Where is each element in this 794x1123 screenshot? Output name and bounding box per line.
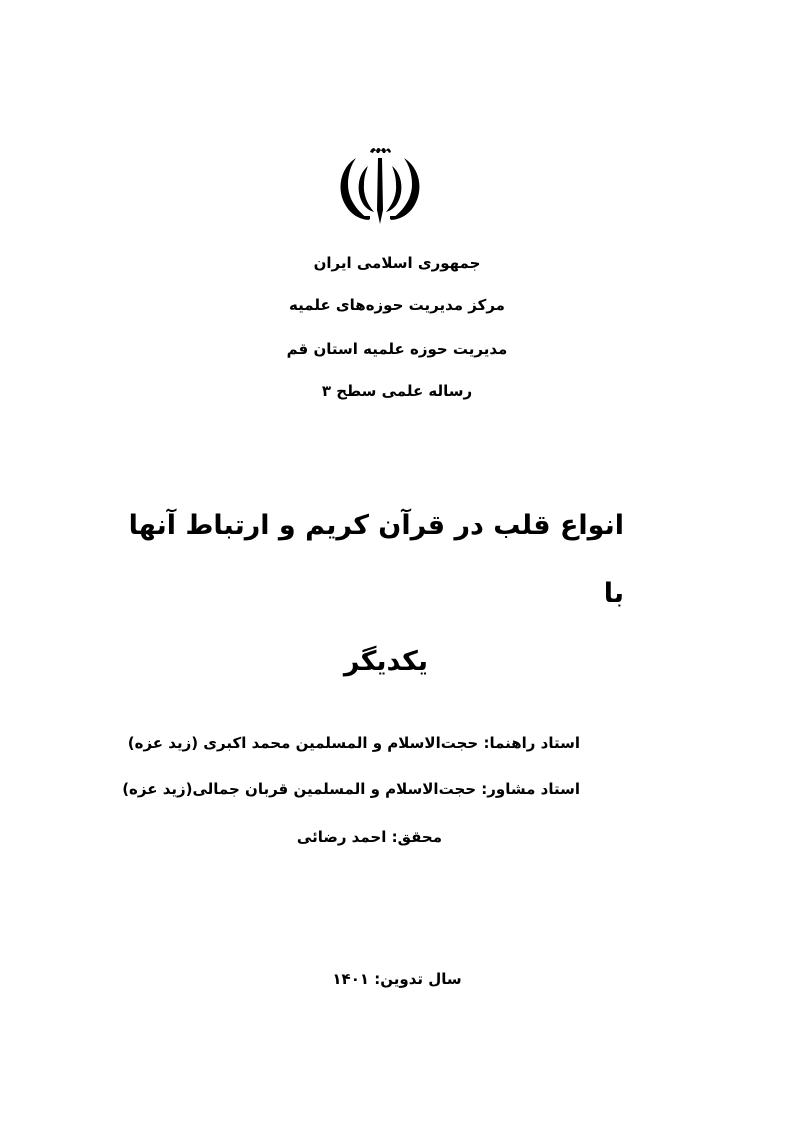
iran-emblem-icon (334, 144, 426, 226)
department-name: مدیریت حوزه علمیه استان قم (286, 340, 508, 358)
supervisor-line: استاد راهنما: حجت‌الاسلام و المسلمین محمد اکبری (زید عزه) (127, 734, 580, 752)
thesis-level: رساله علمی سطح ۳ (321, 382, 473, 400)
advisor-line: استاد مشاور: حجت‌الاسلام و المسلمین قربان جمالی(زید عزه) (122, 780, 580, 798)
thesis-title-line1: انواع قلب در قرآن کریم و ارتباط آنها با (128, 510, 624, 609)
compilation-year: سال تدوین: ۱۴۰۱ (332, 970, 462, 988)
country-name: جمهوری اسلامی ایران (313, 254, 481, 272)
thesis-title (100, 492, 624, 696)
organization-name: مرکز مدیریت حوزه‌های علمیه (289, 296, 505, 314)
researcher-line: محقق: احمد رضائی (296, 828, 442, 846)
thesis-title-line2: یکدیگر (343, 646, 428, 677)
